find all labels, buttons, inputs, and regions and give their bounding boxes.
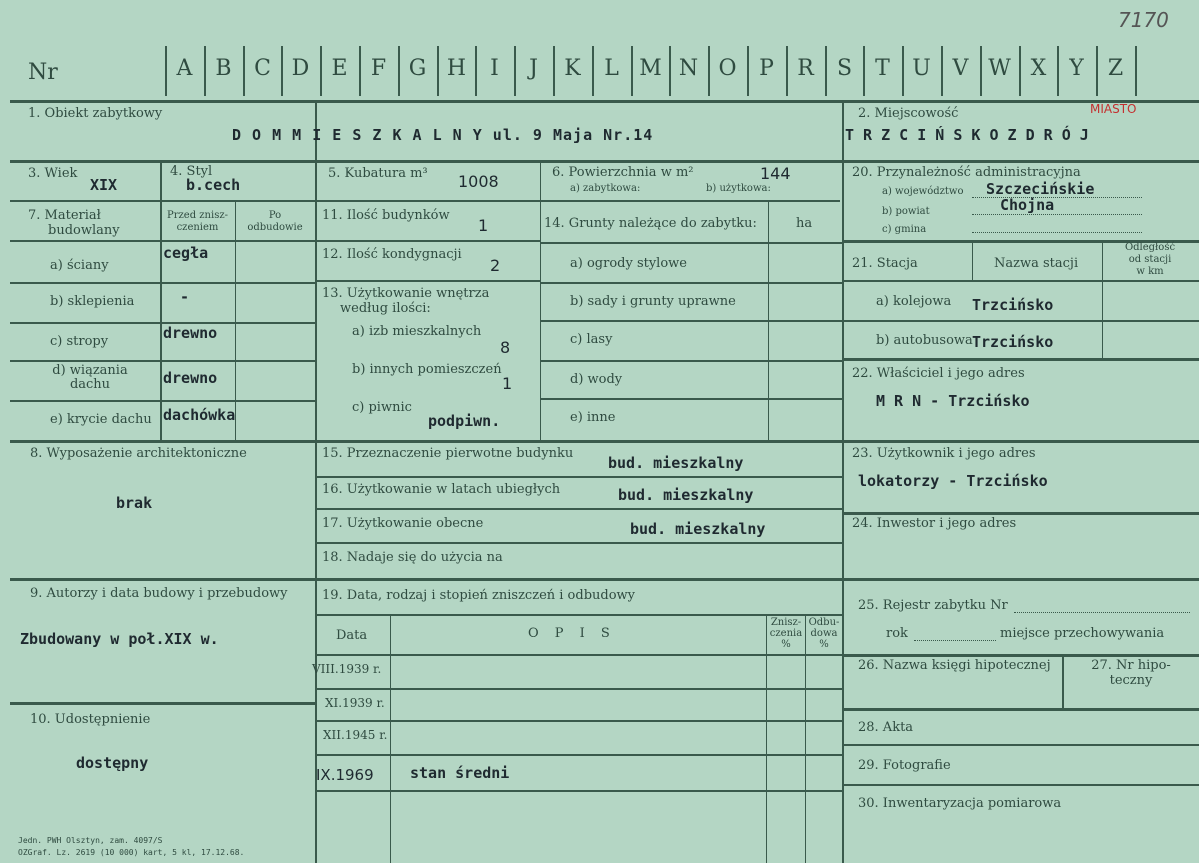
letter-y: Y xyxy=(1069,56,1084,81)
letter-c: C xyxy=(254,56,271,81)
letter-n: N xyxy=(678,56,699,81)
f19-col-z1: Znisz- xyxy=(770,617,802,628)
f14-row-d: d) wody xyxy=(570,372,623,387)
f6-value: 144 xyxy=(760,164,791,183)
f20-label: 20. Przynależność administracyjna xyxy=(852,165,1081,180)
f19-col-z xyxy=(766,617,806,650)
f19-row4-date: IX.1969 xyxy=(316,766,374,784)
f19-col-z2: czenia xyxy=(769,628,803,639)
f7-row-d-l1: d) wiązania xyxy=(52,363,128,378)
f19-col-o2: dowa xyxy=(810,628,838,639)
f21-dist xyxy=(1104,242,1196,278)
letter-r: R xyxy=(797,56,814,81)
f20-c: c) gmina xyxy=(882,224,927,235)
letter-h: H xyxy=(446,56,467,81)
col-divider-right xyxy=(842,100,844,863)
f14-row-c: c) lasy xyxy=(570,332,613,347)
f16-label: 16. Użytkowanie w latach ubiegłych xyxy=(322,482,561,497)
f11-value: 1 xyxy=(478,216,489,235)
f29-label: 29. Fotografie xyxy=(858,758,951,773)
f27-l2: teczny xyxy=(1109,673,1153,688)
f2-value: T R Z C I Ń S K O Z D R Ó J xyxy=(845,126,1089,144)
f19-col-o1: Odbu- xyxy=(808,617,840,628)
f15-value: bud. mieszkalny xyxy=(608,454,744,472)
footer-line2: OZGraf. Lz. 2619 (10 000) kart, 5 kl, 17.12.68. xyxy=(18,848,245,857)
f6-label: 6. Powierzchnia w m² xyxy=(552,165,694,180)
f13-c-value: podpiwn. xyxy=(428,412,501,430)
letter-o: O xyxy=(718,56,737,81)
f9-label: 9. Autorzy i data budowy i przebudowy xyxy=(30,586,288,601)
f1-value: D O M M I E S Z K A L N Y ul. 9 Maja Nr.14 xyxy=(232,126,654,144)
f7-row-d xyxy=(40,364,140,392)
f18-label: 18. Nadaje się do użycia na xyxy=(322,550,503,565)
f21-dist2: od stacji xyxy=(1128,254,1172,265)
f3-value: XIX xyxy=(90,176,118,194)
letter-v: V xyxy=(952,56,969,81)
f23-value: lokatorzy - Trzcińsko xyxy=(858,472,1048,490)
f6-b: b) użytkowa: xyxy=(706,183,771,194)
f25-l2a: rok xyxy=(886,626,908,641)
f30-label: 30. Inwentaryzacja pomiarowa xyxy=(858,796,1062,811)
f19-row4-desc: stan średni xyxy=(410,764,510,782)
f7-col1 xyxy=(160,210,235,234)
f20-a: a) województwo xyxy=(882,186,964,197)
f14-row-b: b) sady i grunty uprawne xyxy=(570,294,736,309)
letter-s: S xyxy=(836,56,853,81)
letter-l: L xyxy=(604,56,619,81)
f21-a: a) kolejowa xyxy=(876,294,952,309)
f21-a-value: Trzcińsko xyxy=(972,296,1054,314)
f10-value: dostępny xyxy=(76,754,149,772)
f28-label: 28. Akta xyxy=(858,720,914,735)
f14-unit: ha xyxy=(796,216,813,231)
letter-separator xyxy=(1135,46,1137,96)
f14-row-a: a) ogrody stylowe xyxy=(570,256,687,271)
letter-i: I xyxy=(490,56,499,81)
pencil-number: 7170 xyxy=(1118,8,1169,32)
f7-col1a: Przed znisz- xyxy=(167,210,228,221)
f7-row-b-before: - xyxy=(180,288,190,306)
f21-dist3: w km xyxy=(1136,266,1164,277)
rule-mid xyxy=(10,440,1199,443)
footer-line1: Jedn. PWH Olsztyn, zam. 4097/S xyxy=(18,836,163,845)
f2-label: 2. Miejscowość xyxy=(858,106,959,121)
f1-label: 1. Obiekt zabytkowy xyxy=(28,106,163,121)
letter-x: X xyxy=(1030,56,1047,81)
f19-row2-date: XI.1939 r. xyxy=(325,696,385,710)
f14-label: 14. Grunty należące do zabytku: xyxy=(544,216,757,231)
f13-c: c) piwnic xyxy=(352,400,412,415)
letter-a: A xyxy=(176,56,193,81)
f13-l2: według ilości: xyxy=(340,301,431,316)
f17-value: bud. mieszkalny xyxy=(630,520,766,538)
f8-value: brak xyxy=(116,494,153,512)
letter-f: F xyxy=(370,56,387,81)
f7-row-d-l2: dachu xyxy=(69,377,111,392)
f12-value: 2 xyxy=(490,256,501,275)
rule-sec10 xyxy=(10,702,315,705)
f5-label: 5. Kubatura m³ xyxy=(328,166,428,181)
letter-k: K xyxy=(564,56,581,81)
letter-w: W xyxy=(988,56,1011,81)
f3-label: 3. Wiek xyxy=(28,166,78,181)
letter-g: G xyxy=(408,56,427,81)
f22-value: M R N - Trzcińsko xyxy=(876,392,1030,410)
f13-a-value: 8 xyxy=(500,338,511,357)
rule-top xyxy=(10,100,1199,103)
f20-b: b) powiat xyxy=(882,206,930,217)
f7-row-b: b) sklepienia xyxy=(50,294,135,309)
f9-value: Zbudowany w poł.XIX w. xyxy=(20,630,219,648)
f22-label: 22. Właściciel i jego adres xyxy=(852,366,1025,381)
f7-row-e: e) krycie dachu xyxy=(50,412,152,427)
f21-dist1: Odległość xyxy=(1124,242,1176,253)
f10-label: 10. Udostępnienie xyxy=(30,712,151,727)
rule-row3 xyxy=(10,200,840,202)
f19-col-o xyxy=(806,617,842,650)
f7-label2: budowlany xyxy=(48,223,120,238)
nr-label: Nr xyxy=(28,60,58,85)
f7-col2a: Po xyxy=(268,210,282,221)
f6-a: a) zabytkowa: xyxy=(570,183,641,194)
f21-b-value: Trzcińsko xyxy=(972,333,1054,351)
f19-row3-date: XII.1945 r. xyxy=(323,728,388,742)
f2-annotation: MIASTO xyxy=(1090,102,1137,116)
f7-row-a-before: cegła xyxy=(163,244,209,262)
f21-label: 21. Stacja xyxy=(852,256,918,271)
f21-b: b) autobusowa xyxy=(876,333,973,348)
f13-a: a) izb mieszkalnych xyxy=(352,324,482,339)
f4-label: 4. Styl xyxy=(170,164,213,179)
f21-col: Nazwa stacji xyxy=(994,256,1079,271)
f13-b: b) innych pomieszczeń xyxy=(352,362,502,377)
f15-label: 15. Przeznaczenie pierwotne budynku xyxy=(322,446,574,461)
col-divider-left xyxy=(315,100,317,863)
f4-value: b.cech xyxy=(186,176,241,194)
f13-b-value: 1 xyxy=(502,374,513,393)
f27-label xyxy=(1064,658,1198,688)
letter-u: U xyxy=(912,56,931,81)
f16-value: bud. mieszkalny xyxy=(618,486,754,504)
letter-d: D xyxy=(291,56,310,81)
f7-row-c-before: drewno xyxy=(163,324,218,342)
letter-e: E xyxy=(331,56,348,81)
f26-label: 26. Nazwa księgi hipotecznej xyxy=(858,658,1051,673)
f13-l1: 13. Użytkowanie wnętrza xyxy=(322,286,490,301)
f19-label: 19. Data, rodzaj i stopień zniszczeń i odbudowy xyxy=(322,588,636,603)
f7-col2 xyxy=(236,210,314,234)
f19-col-date: Data xyxy=(336,628,368,643)
letter-t: T xyxy=(875,56,890,81)
f3-divider xyxy=(160,160,162,440)
letter-j: J xyxy=(529,56,538,81)
letter-z: Z xyxy=(1107,56,1124,81)
f7-label: 7. Materiał budowlany xyxy=(28,208,120,238)
f7-col1b: czeniem xyxy=(176,222,219,233)
f20-a-value: Szczecińskie xyxy=(986,180,1095,198)
f19-col-opis: O P I S xyxy=(528,626,616,641)
f7-row-c: c) stropy xyxy=(50,334,109,349)
f8-label: 8. Wyposażenie architektoniczne xyxy=(30,446,247,461)
letter-p: P xyxy=(759,56,774,81)
f7-row-e-before: dachówka xyxy=(163,406,236,424)
f27-l1: 27. Nr hipo- xyxy=(1091,658,1171,673)
f14-row-e: e) inne xyxy=(570,410,616,425)
f17-label: 17. Użytkowanie obecne xyxy=(322,516,484,531)
f20-b-value: Chojna xyxy=(1000,196,1055,214)
f19-row1-date: VIII.1939 r. xyxy=(312,662,382,676)
f23-label: 23. Użytkownik i jego adres xyxy=(852,446,1036,461)
f12-label: 12. Ilość kondygnacji xyxy=(322,247,462,262)
f24-label: 24. Inwestor i jego adres xyxy=(852,516,1017,531)
f25-l2b: miejsce przechowywania xyxy=(1000,626,1165,641)
f19-col-z3: % xyxy=(781,639,791,650)
f7-col2b: odbudowie xyxy=(247,222,303,233)
f7-row-a: a) ściany xyxy=(50,258,109,273)
f7-row-d-before: drewno xyxy=(163,369,218,387)
rule-row2 xyxy=(10,160,1199,163)
rule-sec9 xyxy=(10,578,315,581)
f5-value: 1008 xyxy=(458,172,499,191)
f25-l1: 25. Rejestr zabytku Nr xyxy=(858,598,1008,613)
f19-col-o3: % xyxy=(819,639,829,650)
letter-m: M xyxy=(639,56,662,81)
letter-b: B xyxy=(215,56,232,81)
f11-label: 11. Ilość budynków xyxy=(322,208,450,223)
